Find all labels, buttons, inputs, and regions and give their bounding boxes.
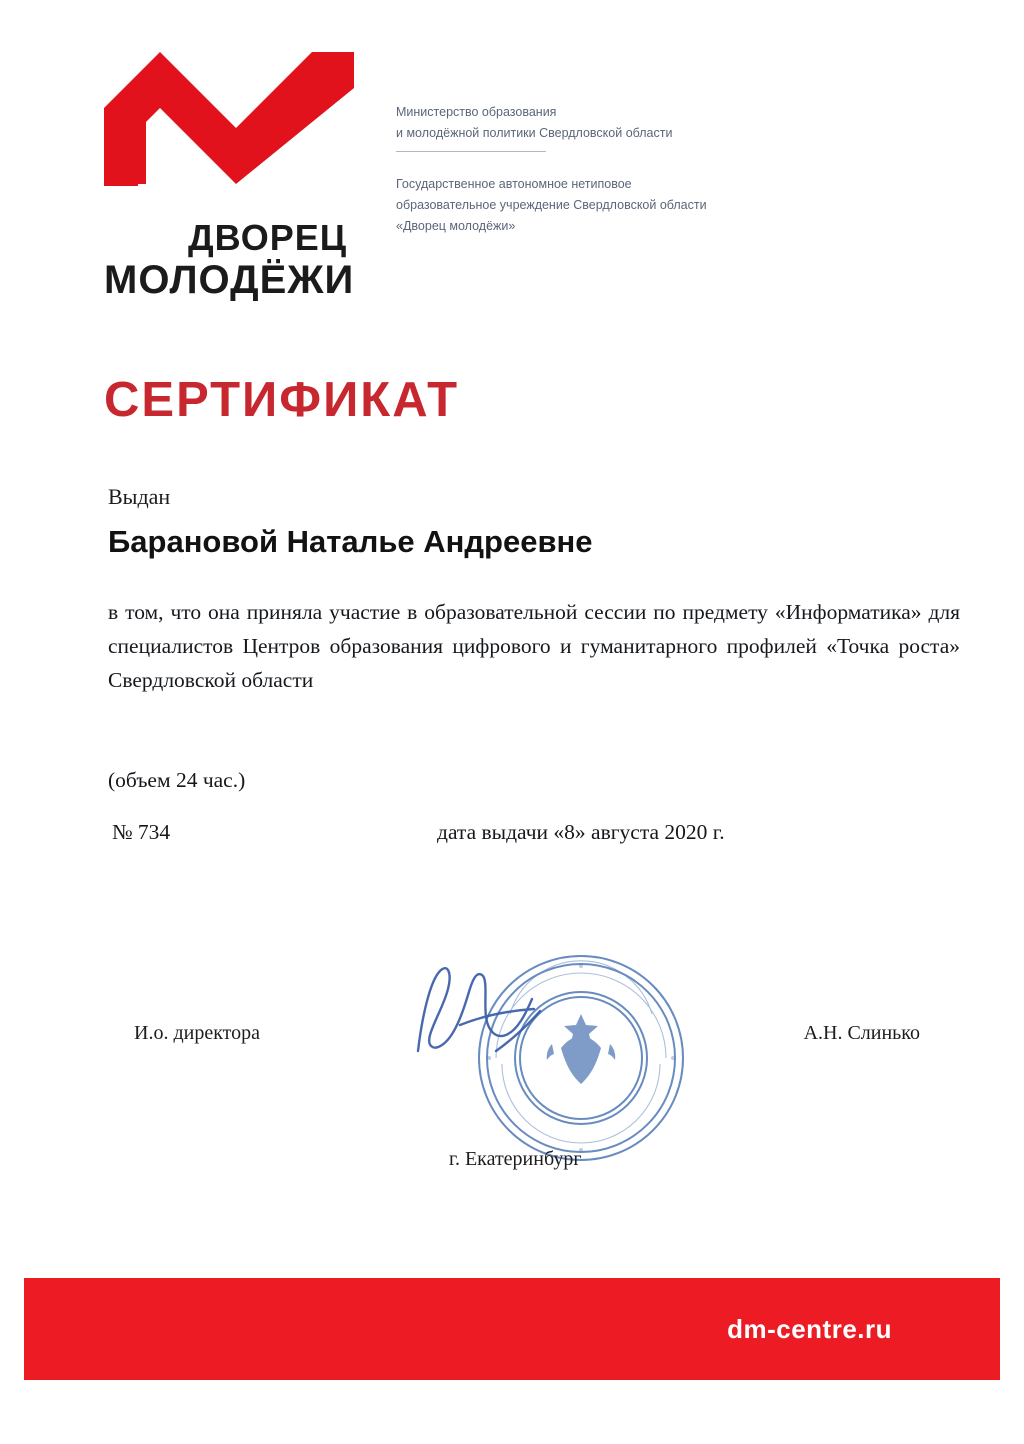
footer-website-url: dm-centre.ru: [727, 1314, 892, 1344]
ministry-line-1: Министерство образования: [396, 105, 557, 119]
logo-text-line1: ДВОРЕЦ: [188, 217, 348, 258]
issued-label: Выдан: [108, 484, 171, 509]
organization-logo: [96, 52, 366, 302]
footer-bar: [24, 1278, 1000, 1380]
certificate-header: [96, 52, 964, 302]
issue-city: г. Екатеринбург: [449, 1148, 582, 1170]
issue-date: дата выдачи «8» августа 2020 г.: [437, 820, 725, 844]
recipient-name: Барановой Наталье Андреевне: [108, 524, 593, 559]
zigzag-logo-icon: [104, 52, 354, 184]
signer-name: А.Н. Слинько: [803, 1022, 920, 1044]
logo-square-icon: [104, 152, 138, 186]
course-volume: (объем 24 час.): [108, 768, 246, 792]
signer-role: И.о. директора: [134, 1022, 261, 1044]
ministry-line-2: и молодёжной политики Свердловской области: [396, 125, 673, 140]
official-round-stamp-icon: [466, 952, 696, 1164]
logo-text-line2: МОЛОДЁЖИ: [104, 258, 355, 302]
institution-line-2: образовательное учреждение Свердловской области: [396, 197, 707, 212]
organization-details: [396, 102, 926, 236]
institution-line-1: Государственное автономное нетиповое: [396, 177, 632, 192]
certificate-body-text: в том, что она приняла участие в образовательной сессии по предмету «Информатика» для специалистов Центров образования цифрового и гуманитарного профилей «Точка роста» Свердловской области: [108, 600, 960, 692]
page-title: СЕРТИФИКАТ: [104, 373, 460, 427]
divider: [396, 151, 546, 152]
certificate-number: № 734: [112, 820, 171, 844]
institution-line-3: «Дворец молодёжи»: [396, 218, 516, 233]
logo-mark: [96, 52, 356, 182]
